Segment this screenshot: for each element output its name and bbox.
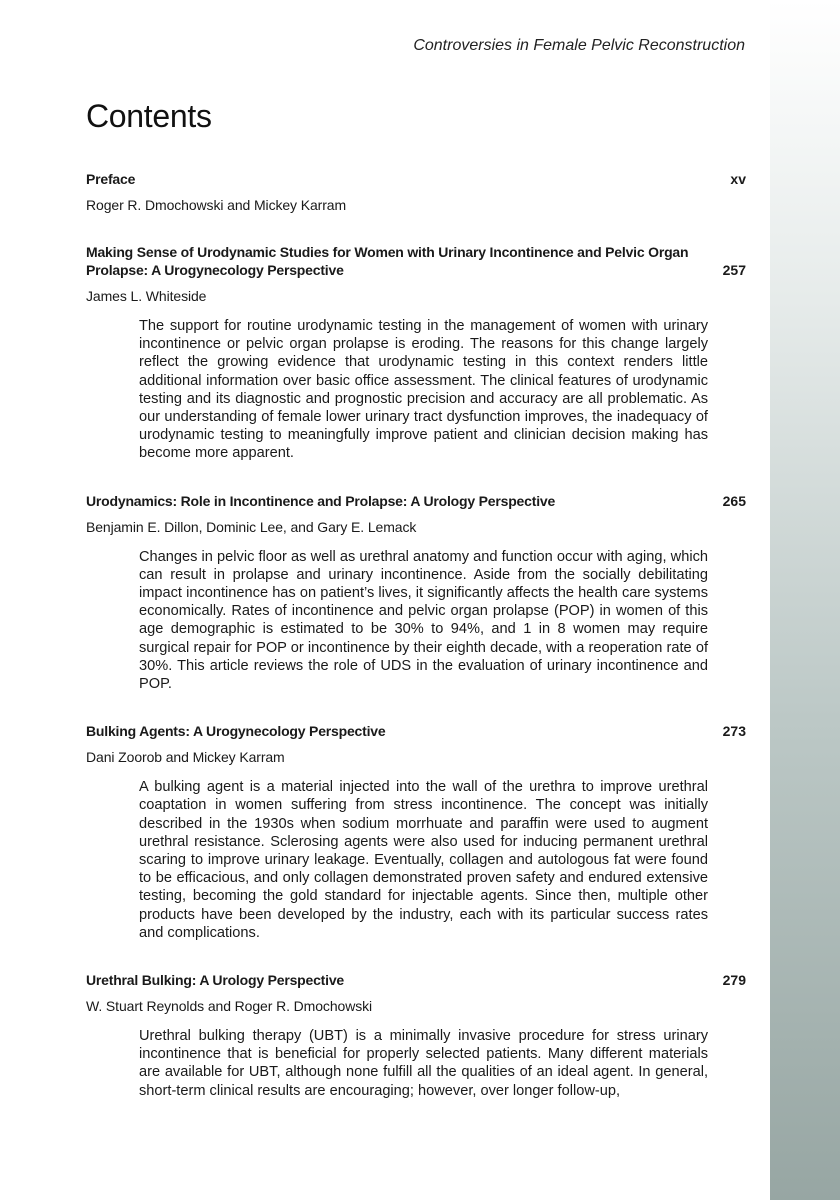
entry-title: Bulking Agents: A Urogynecology Perspective <box>86 723 386 740</box>
running-head: Controversies in Female Pelvic Reconstruction <box>413 37 745 54</box>
entry-authors: James L. Whiteside <box>86 288 207 304</box>
toc-entry-urodynamics-urology <box>86 492 746 694</box>
entry-abstract: Urethral bulking therapy (UBT) is a minimally invasive procedure for stress urinary incontinence that is beneficial for properly selected patients. Many different materials are available for UBT, although none fulfill all the qualities of an ideal agent. In general, short-term clinical results are encouraging; however, over longer follow-up, <box>139 1028 708 1099</box>
page-title: Contents <box>86 98 212 134</box>
page-edge-tab <box>770 0 840 1200</box>
entry-title: Preface <box>86 171 136 187</box>
entry-abstract: The support for routine urodynamic testing in the management of women with urinary incontinence or pelvic organ prolapse is eroding. The reasons for this change largely reflect the growing evidence that urodynamic testing in this context renders little additional information over basic office assessment. The clinical features of urodynamic testing and its diagnostic and prognostic precision and accuracy are all problematic. As our understanding of female lower urinary tract dysfunction improves, the inadequacy of urodynamic testing to meaningfully improve patient and clinician decision making has become more apparent. <box>139 318 708 462</box>
entry-page-number: 265 <box>722 492 746 509</box>
toc-entry-urethral-bulking-urology <box>86 971 746 1100</box>
entry-heading <box>86 243 746 279</box>
entry-page-number: xv <box>730 171 746 187</box>
toc-entry-preface <box>86 170 746 214</box>
contents-list <box>86 170 746 1100</box>
entry-abstract: A bulking agent is a material injected into the wall of the urethra to improve urethral coaptation in women suffering from stress incontinence. The concept was initially described in the 1930s when sodium morrhuate and paraffin were used to augment urethral resistance. Sclerosing agents were also used for inducing permanent urethral scaring to improve urinary leakage. Eventually, collagen and autologous fat were found to be efficacious, and only collagen demonstrated proven safety and endured extensive testing, becoming the gold standard for injectable agents. Since then, multiple other products have been developed by the industry, each with its particular success rates and complications. <box>139 779 708 941</box>
entry-authors: Benjamin E. Dillon, Dominic Lee, and Gary E. Lemack <box>86 518 417 535</box>
entry-authors: W. Stuart Reynolds and Roger R. Dmochowski <box>86 998 373 1015</box>
entry-authors: Dani Zoorob and Mickey Karram <box>86 749 285 766</box>
entry-title: Making Sense of Urodynamic Studies for Women with Urinary Incontinence and Pelvic Organ Prolapse: A Urogynecology Perspective <box>86 244 689 278</box>
entry-heading <box>86 722 746 740</box>
toc-entry-urodynamic-studies-urogynecology <box>86 243 746 463</box>
entry-title: Urodynamics: Role in Incontinence and Prolapse: A Urology Perspective <box>86 492 556 509</box>
entry-page-number: 273 <box>722 723 746 740</box>
entry-authors: Roger R. Dmochowski and Mickey Karram <box>86 197 347 213</box>
entry-title: Urethral Bulking: A Urology Perspective <box>86 972 345 989</box>
entry-heading <box>86 170 746 188</box>
entry-page-number: 257 <box>722 262 746 278</box>
entry-page-number: 279 <box>722 972 746 989</box>
entry-abstract: Changes in pelvic floor as well as urethral anatomy and function occur with aging, which can result in prolapse and urinary incontinence. Aside from the socially debilitating impact incontinence has on patient’s lives, it significantly affects the health care systems economically. Rates of incontinence and pelvic organ prolapse (POP) in women of this age demographic is estimated to be 30% to 94%, and 1 in 8 women may require surgical repair for POP or incontinence by their eighth decade, with a reoperation rate of 30%. This article reviews the role of UDS in the evaluation of urinary incontinence and POP. <box>139 548 708 693</box>
entry-heading <box>86 971 746 989</box>
entry-heading <box>86 492 746 510</box>
toc-entry-bulking-agents-urogynecology <box>86 722 746 942</box>
